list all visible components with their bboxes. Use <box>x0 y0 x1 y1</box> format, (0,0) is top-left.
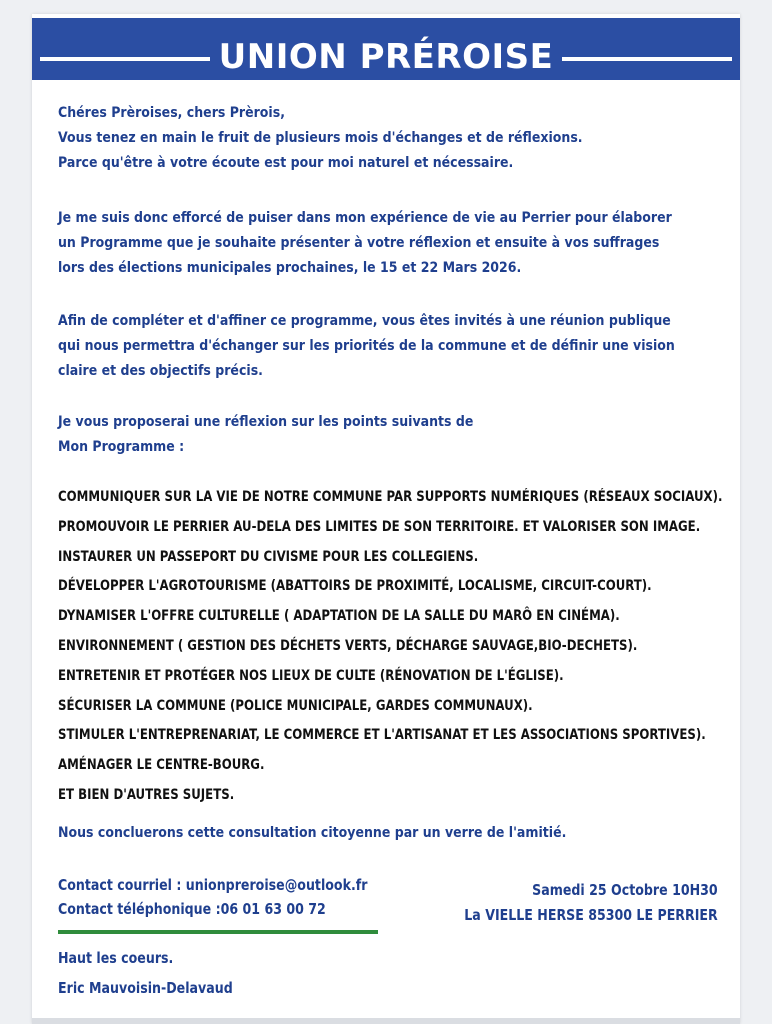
contact-phone[interactable]: Contact téléphonique :06 01 63 00 72 <box>58 900 326 918</box>
event-date: Samedi 25 Octobre 10H30 <box>532 881 718 899</box>
event-place: La VIELLE HERSE 85300 LE PERRIER <box>464 906 718 924</box>
program-item: DÉVELOPPER L'AGROTOURISME (ABATTOIRS DE PROXIMITÉ, LOCALISME, CIRCUIT-COURT). <box>58 578 652 595</box>
paragraph-line: lors des élections municipales prochaines, le 15 et 22 Mars 2026. <box>58 259 522 276</box>
paragraph-line: Afin de compléter et d'affiner ce programme, vous êtes invités à une réunion publique <box>58 312 671 329</box>
program-item: ENTRETENIR ET PROTÉGER NOS LIEUX DE CULTE (RÉNOVATION DE L'ÉGLISE). <box>58 667 564 684</box>
contact-email[interactable]: Contact courriel : unionpreroise@outlook.fr <box>58 876 368 894</box>
program-item: DYNAMISER L'OFFRE CULTURELLE ( ADAPTATION DE LA SALLE DU MARÔ EN CINÉMA). <box>58 608 620 625</box>
header-banner <box>32 18 740 80</box>
intro-line: Chéres Prèroises, chers Prèrois, <box>58 104 285 121</box>
paragraph-line: un Programme que je souhaite présenter à votre réflexion et ensuite à vos suffrages <box>58 234 660 251</box>
conclusion-text <box>58 820 643 845</box>
conclusion-line: Nous concluerons cette consultation citoyenne par un verre de l'amitié. <box>58 824 567 841</box>
program-item: ET BIEN D'AUTRES SUJETS. <box>58 786 235 803</box>
paragraph-line: qui nous permettra d'échanger sur les priorités de la commune et de définir une vision <box>58 337 675 354</box>
contact-block <box>58 873 367 921</box>
bottom-bar <box>32 1018 740 1024</box>
intro-line: Parce qu'être à votre écoute est pour moi naturel et nécessaire. <box>58 154 514 171</box>
program-intro-paragraph <box>58 409 643 459</box>
signature-motto: Haut les coeurs. <box>58 949 174 967</box>
program-item: COMMUNIQUER SUR LA VIE DE NOTRE COMMUNE PAR SUPPORTS NUMÉRIQUES (RÉSEAUX SOCIAUX). <box>58 489 723 505</box>
program-item: AMÉNAGER LE CENTRE-BOURG. <box>58 757 265 774</box>
program-item: INSTAURER UN PASSEPORT DU CIVISME POUR LES COLLEGIENS. <box>58 548 479 565</box>
signature-name: Eric Mauvoisin-Delavaud <box>58 979 233 997</box>
paragraph-line: Mon Programme : <box>58 438 185 455</box>
paragraph-line: Je me suis donc efforcé de puiser dans mon expérience de vie au Perrier pour élaborer <box>58 209 672 226</box>
program-item: STIMULER L'ENTREPRENARIAT, LE COMMERCE ET L'ARTISANAT ET LES ASSOCIATIONS SPORTIVES). <box>58 727 706 744</box>
program-item: SÉCURISER LA COMMUNE (POLICE MUNICIPALE, GARDES COMMUNAUX). <box>58 697 533 714</box>
program-list <box>58 483 722 811</box>
meeting-paragraph <box>58 308 675 383</box>
experience-paragraph <box>58 205 672 280</box>
paragraph-line: Je vous proposerai une réflexion sur les points suivants de <box>58 413 474 430</box>
event-block <box>465 878 718 928</box>
paragraph-line: claire et des objectifs précis. <box>58 362 263 379</box>
signature-block <box>58 943 233 1003</box>
program-item: PROMOUVOIR LE PERRIER AU-DELA DES LIMITES DE SON TERRITOIRE. ET VALORISER SON IMAGE. <box>58 518 701 535</box>
page-title: UNION PRÉROISE <box>218 37 554 77</box>
flyer-page <box>32 14 740 1024</box>
program-item: ENVIRONNEMENT ( GESTION DES DÉCHETS VERTS, DÉCHARGE SAUVAGE,BIO-DECHETS). <box>58 637 638 654</box>
intro-paragraph <box>58 100 643 175</box>
intro-line: Vous tenez en main le fruit de plusieurs mois d'échanges et de réflexions. <box>58 129 583 146</box>
green-divider <box>58 930 378 934</box>
